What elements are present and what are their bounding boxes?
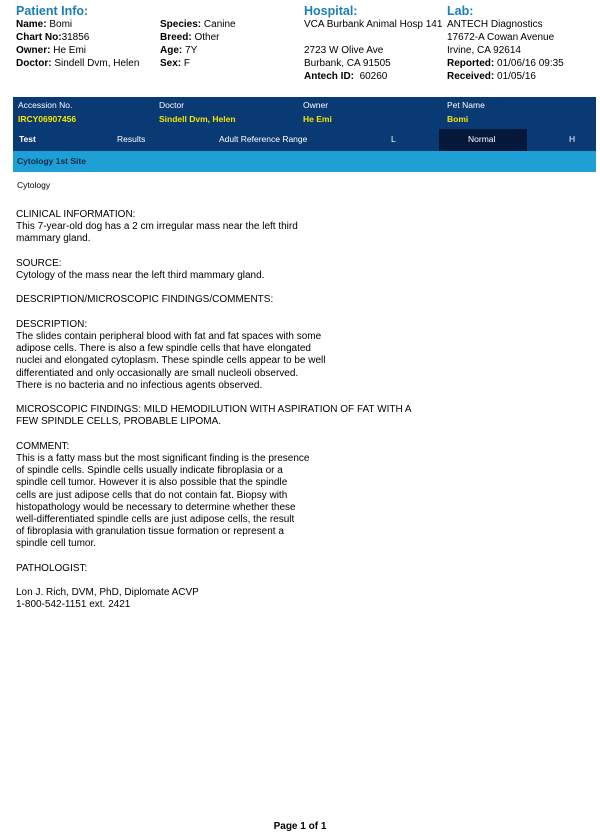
antech-id-row [304,70,442,83]
lab-address2: Irvine, CA 92614 [447,45,521,56]
pathologist-name: Lon J. Rich, DVM, PhD, Diplomate ACVP [16,587,199,599]
description-line: There is no bacteria and no infectious agents observed. [16,379,263,391]
patient-info-details [160,18,236,70]
accession-label: Accession No. [18,100,73,110]
received-label: Received: [447,71,495,82]
doctor-label: Doctor: [16,58,52,69]
accession-cell [18,100,76,125]
source-line: Cytology of the mass near the left third mammary gland. [16,270,265,281]
banner-owner-cell [303,100,332,125]
lab-title: Lab: [447,4,474,18]
reported-row [447,57,564,70]
description-line: adipose cells. There is also a few spindle cells that have elongated [16,343,311,355]
microscopic-line: FEW SPINDLE CELLS, PROBABLE LIPOMA. [16,416,222,428]
description-block [16,319,436,392]
owner-label: Owner: [16,45,51,56]
chart-no-label: Chart No: [16,32,62,43]
lab-address1: 17672-A Cowan Avenue [447,32,555,43]
source-info [16,258,436,282]
age-label: Age: [160,45,183,56]
comment-block [16,441,436,551]
doctor-value: Sindell Dvm, Helen [54,58,140,69]
accession-banner [13,97,596,129]
accession-number: IRCY06907456 [18,114,77,124]
comment-line: of spindle cells. Spindle cells usually indicate fibroplasia or a [16,465,283,477]
banner-doctor-cell [159,100,236,125]
lab-name: ANTECH Diagnostics [447,19,543,30]
received-value: 01/05/16 [497,71,536,82]
pathologist-phone: 1-800-542-1151 ext. 2421 [16,599,131,611]
source-heading: SOURCE: [16,257,62,269]
reported-label: Reported: [447,58,495,69]
received-row [447,70,564,83]
microscopic-line: MICROSCOPIC FINDINGS: MILD HEMODILUTION WITH ASPIRATION OF FAT WITH A [16,404,412,416]
chart-no-row [16,31,139,44]
test-name: Cytology [17,180,51,190]
clinical-heading: CLINICAL INFORMATION: [16,209,136,220]
banner-pet-cell [447,100,485,125]
sex-label: Sex: [160,58,182,69]
comment-line: spindle cell tumor. [16,538,97,550]
age-row [160,44,236,57]
description-line: nuclei and elongated cytoplasm. These spindle cells appear to be well [16,355,326,367]
patient-info-title: Patient Info: [16,4,89,18]
patient-info [16,4,139,70]
owner-row [16,44,139,57]
breed-label: Breed: [160,32,192,43]
comment-line: cells are just adipose cells that do not contain fat. Biopsy with [16,489,288,501]
breed-value: Other [194,32,220,43]
comment-line: well-differentiated spindle cells are just adipose cells, the result [16,514,295,525]
clinical-line: mammary gland. [16,233,91,245]
comment-line: spindle cell tumor. However it is also possible that the spindle [16,477,288,489]
pathologist-block [16,587,436,611]
pathologist-heading-block [16,563,436,575]
section-header [13,151,596,172]
col-low: L [391,134,396,144]
age-value: 7Y [185,45,198,56]
clinical-line: This 7-year-old dog has a 2 cm irregular mass near the left third [16,221,298,233]
section-title: Cytology 1st Site [17,156,86,166]
description-line: differentiated and only occasionally are small nucleoli observed. [16,367,299,379]
antech-id-label: Antech ID: [304,71,354,82]
banner-pet-label: Pet Name [447,100,485,110]
owner-value: He Emi [53,45,87,56]
col-test: Test [19,134,36,144]
species-value: Canine [203,19,236,30]
sex-row [160,57,236,70]
banner-owner: He Emi [303,114,332,124]
page-number: Page 1 of 1 [273,821,327,832]
hospital-name: VCA Burbank Animal Hosp 141 [304,19,443,30]
comment-heading: COMMENT: [16,440,70,452]
findings-heading-block [16,294,436,306]
hospital-address2: Burbank, CA 91505 [304,58,391,69]
banner-doctor-label: Doctor [159,100,185,110]
col-results: Results [117,134,146,144]
results-column-header [13,129,596,151]
comment-line: histopathology would be necessary to determine whether these [16,501,296,513]
clinical-info [16,209,436,246]
comment-line: This is a fatty mass but the most significant finding is the presence [16,452,310,464]
description-heading: DESCRIPTION: [16,318,88,330]
species-label: Species: [160,19,202,30]
species-row [160,18,236,31]
col-high: H [569,134,576,144]
breed-row [160,31,236,44]
banner-owner-label: Owner [303,100,329,110]
sex-value: F [183,58,191,69]
findings-heading: DESCRIPTION/MICROSCOPIC FINDINGS/COMMENTS: [16,294,274,306]
microscopic-findings [16,404,436,428]
col-normal: Normal [468,134,496,144]
antech-id: 60260 [359,71,388,82]
hospital-address1: 2723 W Olive Ave [304,45,384,56]
comment-line: of fibroplasia with granulation tissue formation or represent a [16,526,284,538]
banner-doctor: Sindell Dvm, Helen [159,114,236,124]
lab-info [447,4,564,83]
patient-name-row [16,18,139,31]
description-line: The slides contain peripheral blood with fat and fat spaces with some [16,330,322,342]
patient-name: Bomi [49,19,73,30]
patient-name-label: Name: [16,19,47,30]
col-reference-range: Adult Reference Range [219,134,308,144]
doctor-row [16,57,139,70]
report-body [16,209,436,624]
reported-value: 01/06/16 09:35 [497,58,564,69]
pathologist-heading: PATHOLOGIST: [16,562,88,574]
hospital-title: Hospital: [304,4,358,18]
banner-pet: Bomi [447,114,469,124]
chart-no: 31856 [61,32,90,43]
hospital-info [304,4,442,83]
